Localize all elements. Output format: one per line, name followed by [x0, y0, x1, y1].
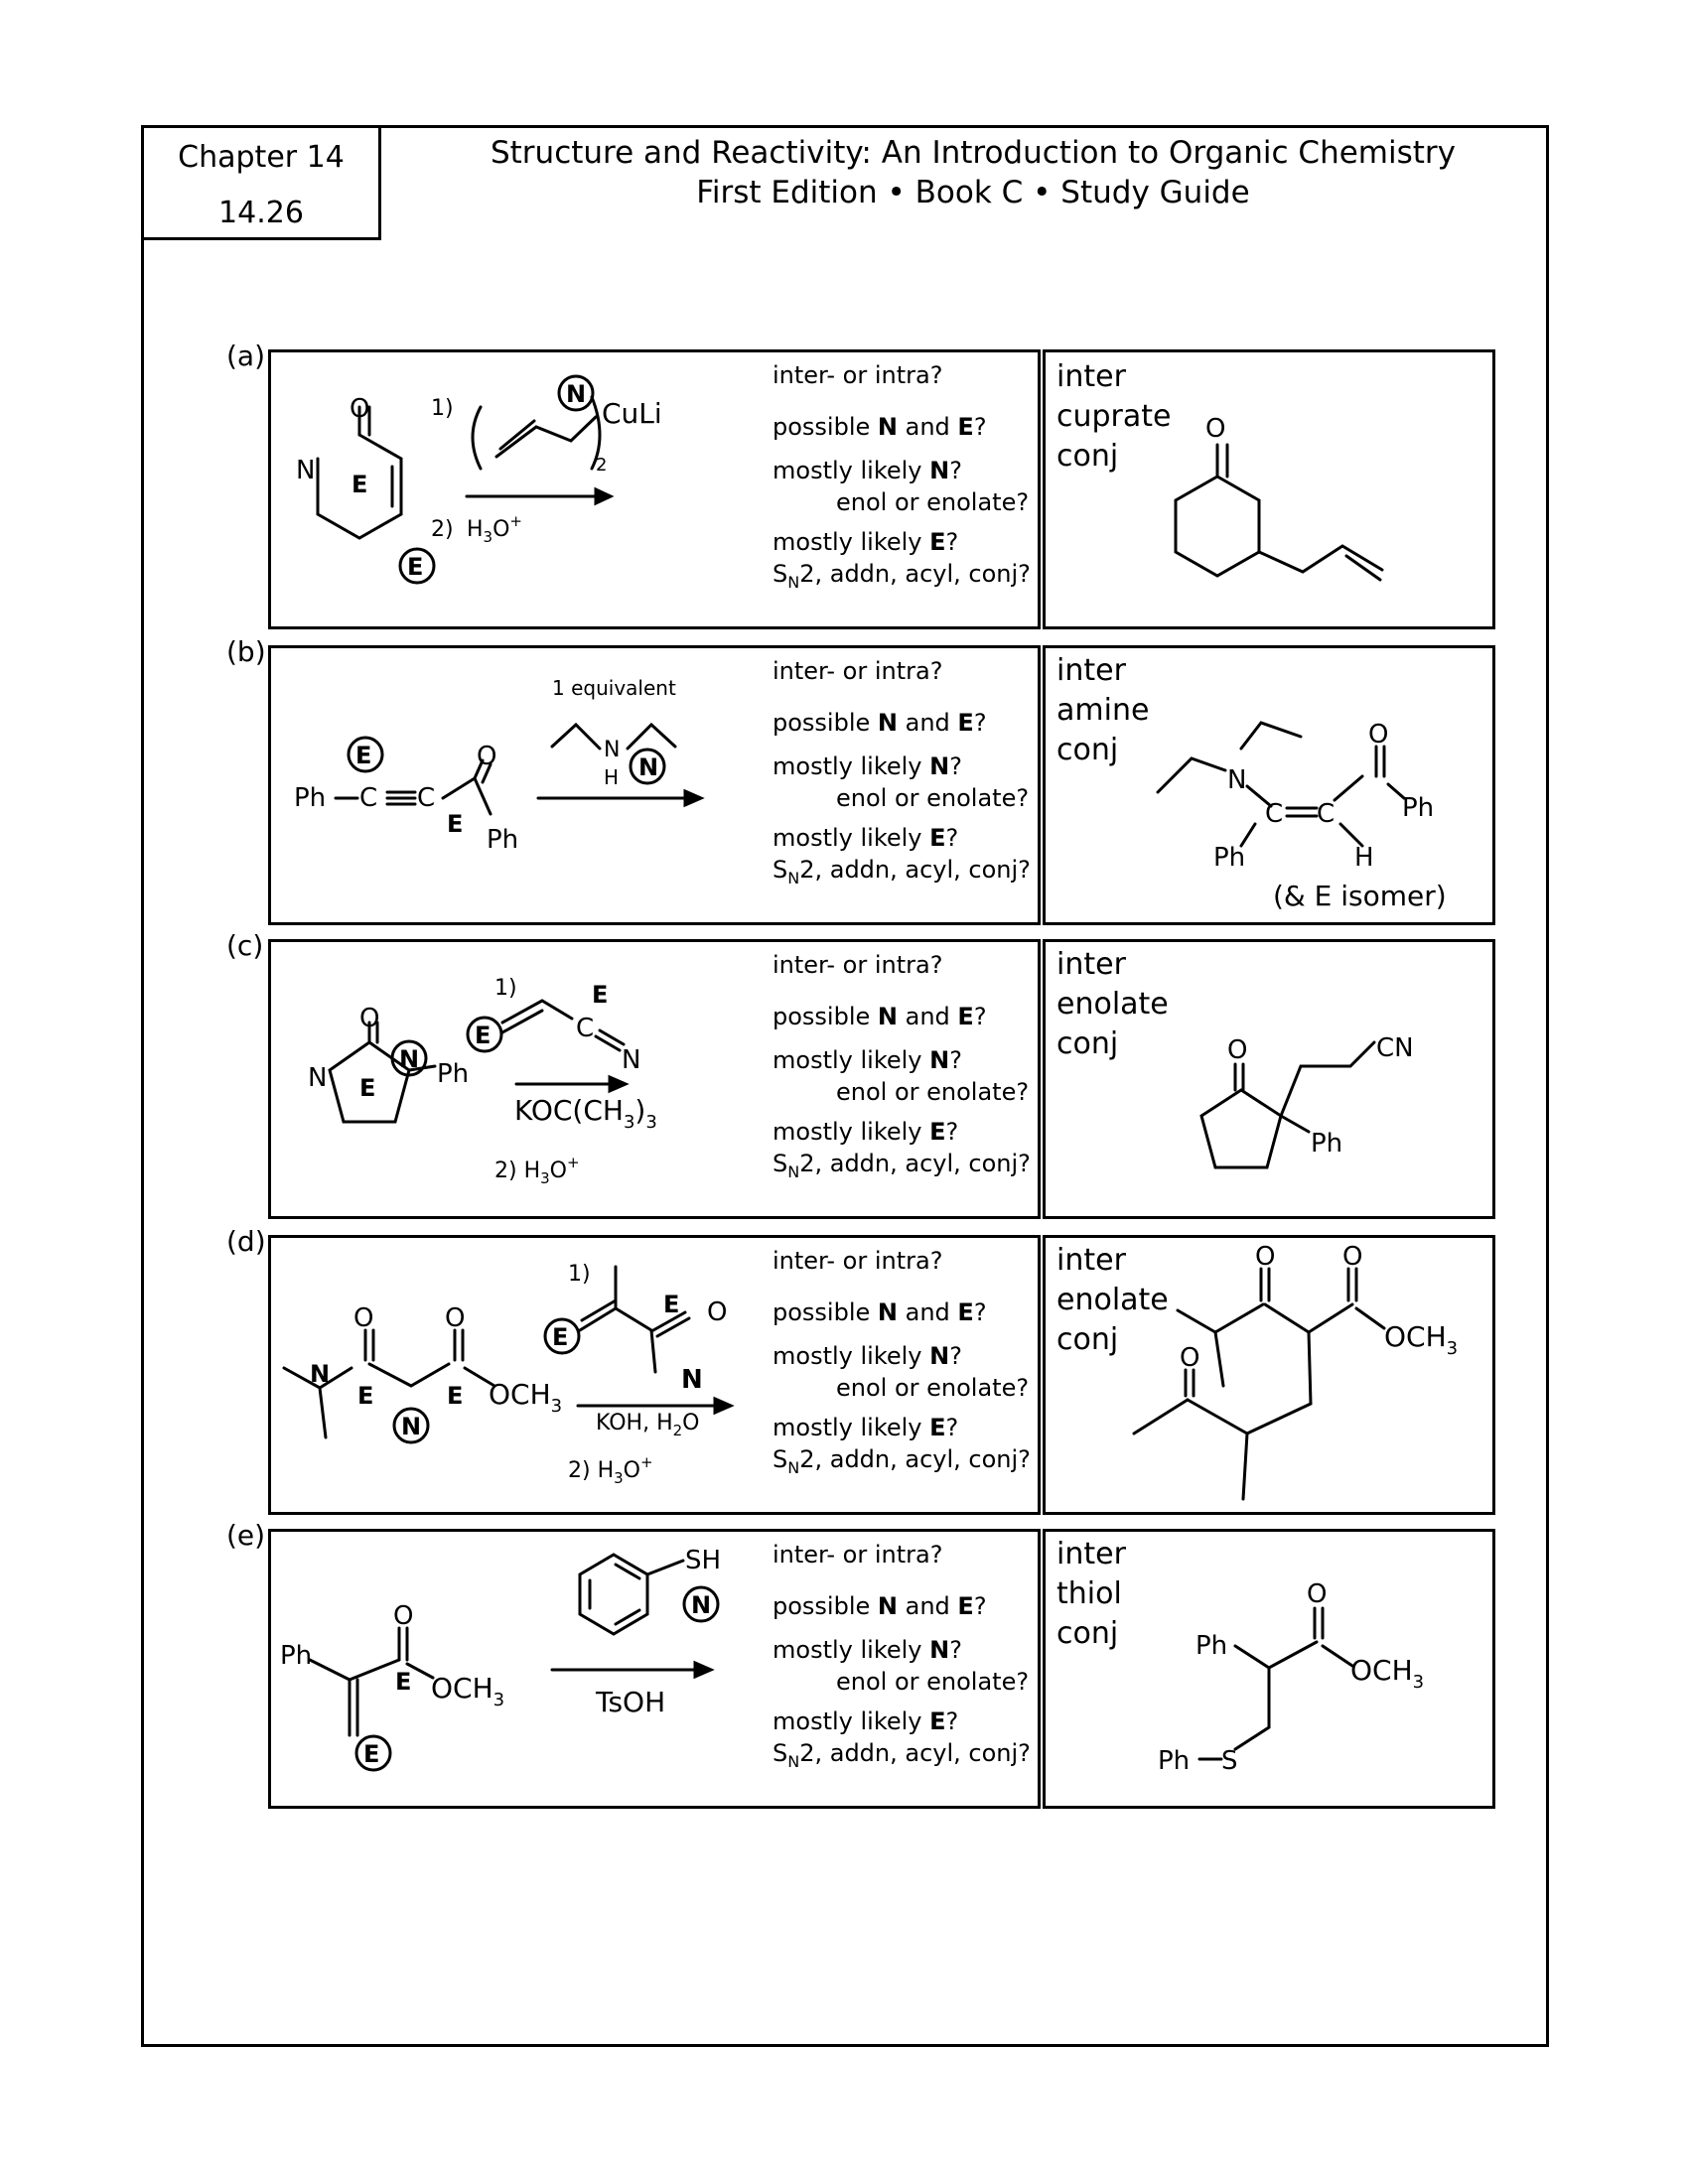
atom-o: O — [350, 394, 370, 424]
atom-h: H — [604, 765, 620, 789]
answer-text-a: inter cuprate conj — [1056, 359, 1172, 474]
atom-e: E — [447, 1382, 464, 1410]
q-likely-n: mostly likely N? — [773, 1636, 962, 1664]
atom-s: S — [1221, 1746, 1238, 1776]
atom-n-circled: N — [691, 1591, 712, 1619]
chapter-label: Chapter 14 — [178, 140, 345, 175]
structure-d-product — [1134, 1269, 1384, 1499]
problem-number: 14.26 — [218, 196, 304, 230]
base: $KOC(CH_3)_3$ — [514, 1094, 657, 1133]
atom-n: N — [622, 1045, 641, 1075]
q-likely-e: mostly likely E? — [773, 528, 959, 556]
atom-n: N — [1227, 765, 1247, 795]
q-possible-ne: possible N and E? — [773, 1298, 987, 1326]
answer-text-d: inter enolate conj — [1056, 1243, 1169, 1357]
answer-text-b: inter amine conj — [1056, 653, 1150, 767]
q-inter-intra: inter- or intra? — [773, 657, 943, 685]
atom-e: E — [395, 1668, 412, 1696]
reagent-name: CuLi — [602, 397, 662, 430]
q-possible-ne: possible N and E? — [773, 709, 987, 737]
q-possible-ne: possible N and E? — [773, 413, 987, 441]
q-inter-intra: inter- or intra? — [773, 1541, 943, 1569]
atom-e: E — [663, 1291, 680, 1318]
answer-text-e: inter thiol conj — [1056, 1537, 1126, 1651]
q-inter-intra: inter- or intra? — [773, 1247, 943, 1275]
reagent-subscript: 2 — [596, 455, 608, 476]
q-likely-n: mostly likely N? — [773, 752, 962, 780]
atom-o: O — [477, 742, 497, 771]
q-likely-e: mostly likely E? — [773, 1707, 959, 1735]
atom-o: O — [1342, 1242, 1363, 1272]
atom-c: C — [1265, 799, 1284, 829]
q-inter-intra: inter- or intra? — [773, 951, 943, 979]
q-mechanism: $S_N2$, addn, acyl, conj? — [773, 560, 1031, 592]
atom-ph: Ph — [1402, 793, 1435, 823]
q-possible-ne: possible N and E? — [773, 1592, 987, 1620]
atom-sh: SH — [685, 1546, 722, 1575]
atom-c: C — [1317, 799, 1336, 829]
q-inter-intra: inter- or intra? — [773, 361, 943, 389]
step-label: 1) — [568, 1262, 591, 1287]
atom-e: E — [352, 471, 368, 498]
problem-label-b: (b) — [226, 635, 266, 668]
atom-n: N — [308, 1063, 328, 1093]
atom-o: O — [1205, 414, 1226, 444]
q-possible-ne: possible N and E? — [773, 1003, 987, 1030]
atom-o: O — [1227, 1035, 1248, 1065]
book-title: Structure and Reactivity: An Introduction to Organic Chemistry — [490, 135, 1457, 171]
q-mechanism: $S_N2$, addn, acyl, conj? — [773, 1445, 1031, 1477]
atom-o: O — [445, 1303, 466, 1333]
q-enol: enol or enolate? — [836, 488, 1030, 516]
atom-n-circled: N — [401, 1413, 422, 1440]
problem-label-c: (c) — [226, 929, 264, 962]
q-mechanism: $S_N2$, addn, acyl, conj? — [773, 856, 1031, 887]
atom-ph: Ph — [280, 1641, 313, 1671]
problem-label-d: (d) — [226, 1225, 266, 1258]
atom-e: E — [357, 1382, 374, 1410]
atom-o: O — [1307, 1579, 1328, 1609]
q-mechanism: $S_N2$, addn, acyl, conj? — [773, 1739, 1031, 1771]
acid-catalyst: TsOH — [596, 1686, 666, 1718]
atom-n-circled: N — [566, 380, 587, 408]
base: KOH, $H_2O$ — [596, 1411, 700, 1439]
step-label: 2) — [431, 517, 454, 542]
problem-label-e: (e) — [226, 1519, 266, 1552]
atom-e-circled: E — [355, 742, 372, 769]
acid: $H_3O^+$ — [467, 512, 522, 546]
atom-cn: CN — [1376, 1033, 1414, 1063]
q-likely-n: mostly likely N? — [773, 1342, 962, 1370]
atom-o: O — [707, 1297, 728, 1327]
atom-c: C — [417, 783, 436, 813]
atom-ph: Ph — [1196, 1631, 1228, 1661]
atom-e-circled: E — [475, 1022, 492, 1049]
atom-h: H — [1354, 843, 1374, 873]
acid: 2) $H_3O^+$ — [568, 1453, 653, 1487]
atom-n-circled: N — [638, 753, 659, 781]
q-likely-e: mostly likely E? — [773, 1414, 959, 1441]
atom-o: O — [1180, 1343, 1200, 1373]
atom-ph: Ph — [437, 1059, 470, 1089]
q-likely-e: mostly likely E? — [773, 824, 959, 852]
step-label: 1) — [431, 396, 454, 421]
atom-n: N — [310, 1360, 331, 1388]
book-subtitle: First Edition • Book C • Study Guide — [696, 175, 1250, 210]
step-label: 1) — [494, 976, 517, 1001]
answer-text-c: inter enolate conj — [1056, 947, 1169, 1061]
atom-ph: Ph — [294, 783, 327, 813]
q-likely-e: mostly likely E? — [773, 1118, 959, 1146]
atom-n: N — [604, 738, 621, 762]
atom-o: O — [1368, 720, 1389, 750]
ester: $OCH_3$ — [489, 1378, 563, 1417]
equivalents: 1 equivalent — [552, 676, 676, 700]
atom-ph: Ph — [487, 825, 519, 855]
atom-ph: Ph — [1311, 1129, 1343, 1159]
q-enol: enol or enolate? — [836, 784, 1030, 812]
ester: $OCH_3$ — [431, 1672, 505, 1710]
atom-ph: Ph — [1158, 1746, 1191, 1776]
q-enol: enol or enolate? — [836, 1374, 1030, 1402]
q-enol: enol or enolate? — [836, 1078, 1030, 1106]
q-enol: enol or enolate? — [836, 1668, 1030, 1696]
problem-label-a: (a) — [226, 340, 266, 372]
atom-e-circled: E — [407, 553, 424, 581]
atom-ph: Ph — [1213, 843, 1246, 873]
atom-o: O — [1255, 1242, 1276, 1272]
acid: 2) $H_3O^+$ — [494, 1154, 580, 1187]
q-mechanism: $S_N2$, addn, acyl, conj? — [773, 1150, 1031, 1181]
atom-n: N — [681, 1365, 703, 1395]
structure-a-product — [1176, 445, 1382, 580]
reagent-a-cuprate — [467, 376, 611, 503]
atom-e: E — [447, 810, 464, 838]
atom-c: C — [359, 783, 378, 813]
atom-e: E — [359, 1074, 376, 1102]
ester: $OCH_3$ — [1384, 1320, 1459, 1359]
atom-e-circled: E — [363, 1740, 380, 1768]
atom-o: O — [353, 1303, 374, 1333]
atom-n-circled: N — [399, 1045, 420, 1073]
atom-o: O — [359, 1004, 380, 1033]
isomer-note: (& E isomer) — [1273, 880, 1447, 912]
q-likely-n: mostly likely N? — [773, 457, 962, 484]
atom-e: E — [592, 981, 609, 1009]
atom-c: C — [576, 1014, 595, 1043]
atom-o: O — [393, 1601, 414, 1631]
ester: $OCH_3$ — [1350, 1654, 1425, 1693]
q-likely-n: mostly likely N? — [773, 1046, 962, 1074]
atom-n: N — [296, 456, 316, 485]
atom-e-circled: E — [552, 1323, 569, 1351]
